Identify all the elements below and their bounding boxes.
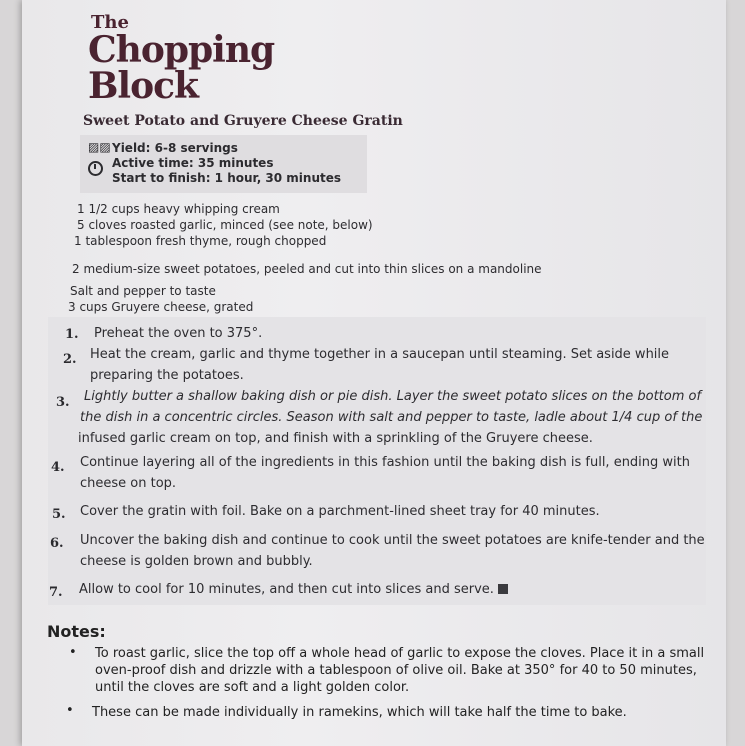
step-text: Allow to cool for 10 minutes, and then cut into slices and serve.: [79, 579, 508, 600]
meta-total-time: Start to finish: 1 hour, 30 minutes: [112, 171, 342, 185]
step-number: 1.: [65, 327, 79, 342]
bullet: •: [69, 645, 77, 660]
note-item: To roast garlic, slice the top off a whole head of garlic to expose the cloves. Place it in a small oven-proof dish and drizzle with a tablespoon of olive oil. Bake at 350° for 40 to 50 minutes, until the cloves are soft and a light golden color.: [95, 646, 705, 695]
ingredient: 1 tablespoon fresh thyme, rough chopped: [74, 234, 327, 248]
step-number: 7.: [49, 585, 63, 600]
step-number: 3.: [56, 395, 70, 410]
clock-icon: [88, 161, 103, 176]
bullet: •: [66, 703, 74, 718]
notes-heading: Notes:: [47, 622, 106, 641]
ingredient: 5 cloves roasted garlic, minced (see note, below): [77, 218, 373, 232]
ingredient: 3 cups Gruyere cheese, grated: [68, 300, 254, 314]
recipe-meta-box: [80, 135, 367, 193]
ingredient: 1 1/2 cups heavy whipping cream: [77, 202, 280, 216]
end-mark-icon: [498, 584, 508, 594]
meta-yield: Yield: 6-8 servings: [112, 141, 238, 155]
ingredient: Salt and pepper to taste: [70, 284, 216, 298]
logo-line1: Chopping: [88, 29, 275, 71]
chopping-block-logo: [88, 12, 275, 107]
meta-active-time: Active time: 35 minutes: [112, 156, 274, 170]
step-text: Continue layering all of the ingredients in this fashion until the baking dish is full, ending with cheese on top.: [80, 455, 690, 491]
step-number: 5.: [52, 507, 66, 522]
step-text: Preheat the oven to 375°.: [94, 326, 263, 341]
step-text: Uncover the baking dish and continue to cook until the sweet potatoes are knife-tender and the cheese is golden brown and bubbly.: [80, 533, 705, 569]
step-text: Cover the gratin with foil. Bake on a parchment-lined sheet tray for 40 minutes.: [80, 504, 600, 519]
note-item: These can be made individually in ramekins, which will take half the time to bake.: [92, 705, 627, 720]
step-number: 2.: [63, 352, 77, 367]
servings-icon: ▨▨: [88, 140, 111, 154]
logo-the: The: [91, 12, 129, 33]
logo-line2: Block: [88, 65, 198, 107]
ingredient: 2 medium-size sweet potatoes, peeled and cut into thin slices on a mandoline: [72, 262, 542, 276]
step-number: 4.: [51, 460, 65, 475]
step-text: Lightly butter a shallow baking dish or pie dish. Layer the sweet potato slices on the bottom of the dish in a concentric circles. Season with salt and pepper to taste, ladle about 1/4 cup of the infused garlic cream on top, and finish with a sprinkling of the Gruyere cheese.: [78, 389, 703, 446]
recipe-title: Sweet Potato and Gruyere Cheese Gratin: [83, 113, 403, 129]
step-number: 6.: [50, 536, 64, 551]
step-text: Heat the cream, garlic and thyme together in a saucepan until steaming. Set aside while preparing the potatoes.: [90, 347, 670, 383]
